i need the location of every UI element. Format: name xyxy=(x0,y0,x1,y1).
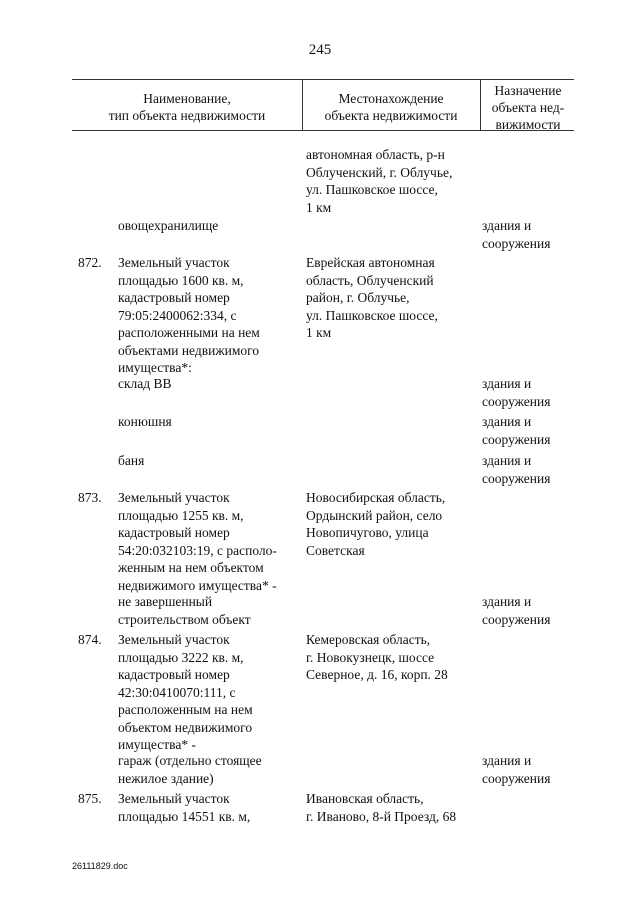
row-name: гараж (отдельно стоящее нежилое здание) xyxy=(118,753,262,786)
row-purpose: здания и сооружения xyxy=(482,376,551,409)
header-location: Местонахождение объекта недвижимости xyxy=(324,91,458,123)
row-location: автономная область, р-н Облученский, г. Облучье, ул. Пашковское шоссе, 1 км xyxy=(306,147,453,215)
row-name: овощехранилище xyxy=(118,218,219,233)
row-number: 874. xyxy=(78,632,102,647)
row-purpose: здания и сооружения xyxy=(482,753,551,786)
row-location: Кемеровская область, г. Новокузнецк, шоссе Северное, д. 16, корп. 28 xyxy=(306,632,448,682)
row-purpose: здания и сооружения xyxy=(482,218,551,251)
page-number: 245 xyxy=(308,42,332,58)
row-location: Новосибирская область, Ордынский район, село Новопичугово, улица Советская xyxy=(306,490,446,558)
row-purpose: здания и сооружения xyxy=(482,453,551,486)
row-name: Земельный участок площадью 14551 кв. м, xyxy=(118,791,251,824)
row-name: Земельный участок площадью 1600 кв. м, кадастровый номер 79:05:2400062:334, с расположенными на нем объектами недвижимого имущества*: xyxy=(118,255,260,375)
row-name: склад ВВ xyxy=(118,376,172,391)
row-name: баня xyxy=(118,453,145,468)
header-name: Наименование, тип объекта недвижимости xyxy=(108,91,266,123)
footer-filename: 26111829.doc xyxy=(72,861,128,871)
row-purpose: здания и сооружения xyxy=(482,594,551,627)
header-purpose: Назначение объекта нед- вижимости xyxy=(491,83,565,132)
row-number: 873. xyxy=(78,490,102,505)
header-divider xyxy=(480,80,481,130)
table-header xyxy=(72,79,574,131)
row-location: Еврейская автономная область, Облученский район, г. Облучье, ул. Пашковское шоссе, 1 км xyxy=(306,255,438,340)
row-purpose: здания и сооружения xyxy=(482,414,551,447)
row-location: Ивановская область, г. Иваново, 8-й Проезд, 68 xyxy=(306,791,457,824)
row-name: конюшня xyxy=(118,414,172,429)
row-name: не завершенный строительством объект xyxy=(118,594,251,627)
row-number: 872. xyxy=(78,255,102,270)
row-name: Земельный участок площадью 3222 кв. м, кадастровый номер 42:30:0410070:111, с расположенным на нем объектом недвижимого имущества* - xyxy=(118,632,253,752)
row-name: Земельный участок площадью 1255 кв. м, кадастровый номер 54:20:032103:19, с располо- женным на нем объектом недвижимого имущества* - xyxy=(118,490,277,593)
row-number: 875. xyxy=(78,791,102,806)
